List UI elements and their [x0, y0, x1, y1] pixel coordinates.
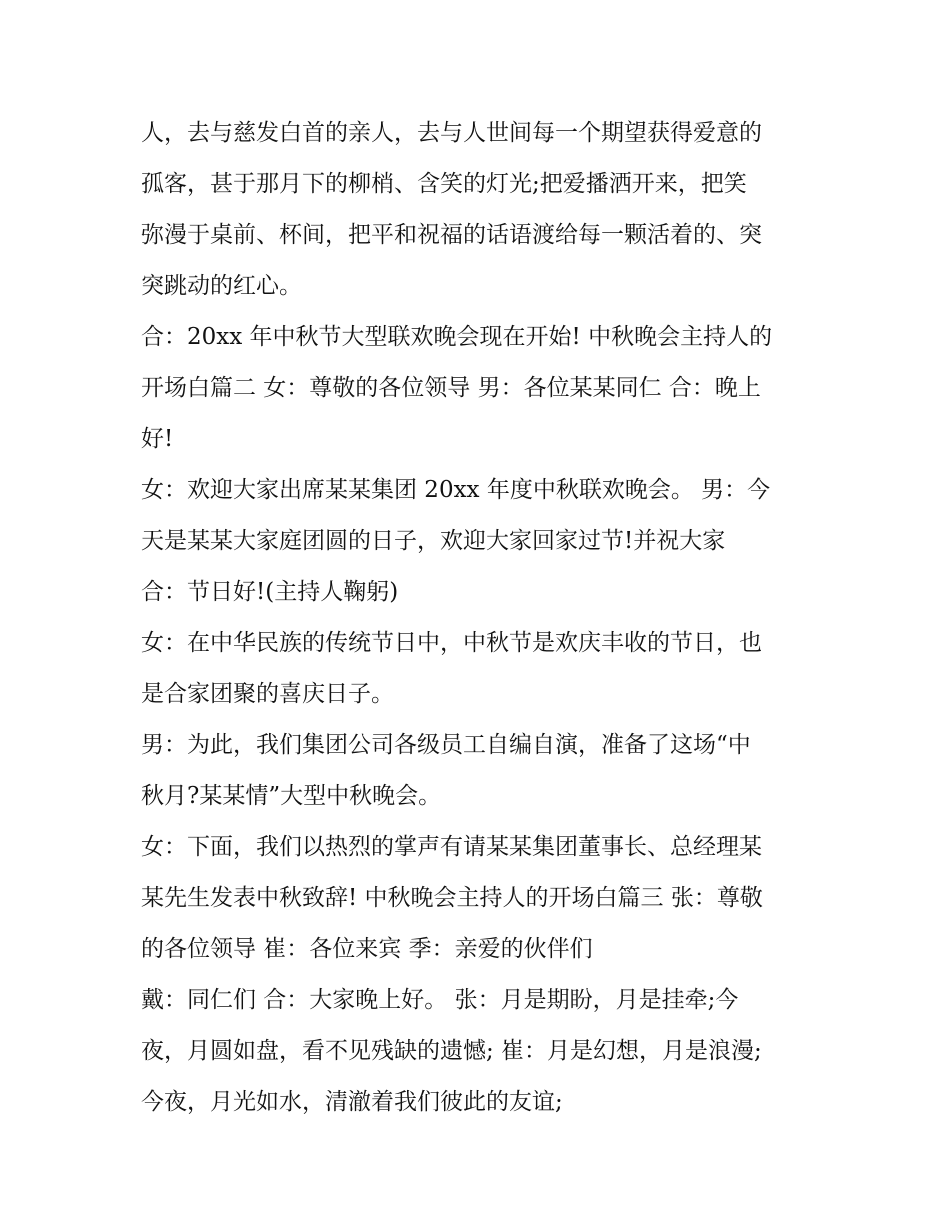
- text-line: 人，去与慈发白首的亲人，去与人世间每一个期望获得爱意的: [141, 120, 762, 146]
- text-line: 今夜，月光如水，清澈着我们彼此的友谊;: [141, 1089, 563, 1115]
- text-line: 秋月?某某情”大型中秋晚会。: [141, 783, 442, 809]
- document-body: [141, 108, 821, 1128]
- text-line: 突跳动的红心。: [141, 273, 302, 299]
- text-line: 的各位领导 崔：各位来宾 季：亲爱的伙伴们: [141, 936, 593, 962]
- text-line: 合：20xx 年中秋节大型联欢晚会现在开始! 中秋晚会主持人的: [141, 324, 773, 350]
- text-line: 好!: [141, 426, 174, 452]
- text-line: 弥漫于桌前、杯间，把平和祝福的话语渡给每一颗活着的、突: [141, 222, 762, 248]
- text-line: 某先生发表中秋致辞! 中秋晚会主持人的开场白篇三 张：尊敬: [141, 885, 763, 911]
- text-line: 男：为此，我们集团公司各级员工自编自演，准备了这场“中: [141, 732, 751, 758]
- text-line: 夜，月圆如盘，看不见残缺的遗憾; 崔：月是幻想，月是浪漫;: [141, 1038, 762, 1064]
- text-line: 开场白篇二 女：尊敬的各位领导 男：各位某某同仁 合：晚上: [141, 375, 761, 401]
- text-line: 女：欢迎大家出席某某集团 20xx 年度中秋联欢晚会。 男：今: [141, 477, 771, 503]
- text-line: 合：节日好!(主持人鞠躬): [141, 579, 399, 605]
- text-line: 女：下面，我们以热烈的掌声有请某某集团董事长、总经理某: [141, 834, 762, 860]
- text-line: 孤客，甚于那月下的柳梢、含笑的灯光;把爱播洒开来，把笑: [141, 171, 747, 197]
- text-line: 天是某某大家庭团圆的日子，欢迎大家回家过节!并祝大家: [141, 528, 726, 554]
- text-line: 女：在中华民族的传统节日中，中秋节是欢庆丰收的节日，也: [141, 630, 762, 656]
- text-line: 戴：同仁们 合：大家晚上好。 张：月是期盼，月是挂牵;今: [141, 987, 739, 1013]
- text-line: 是合家团聚的喜庆日子。: [141, 681, 394, 707]
